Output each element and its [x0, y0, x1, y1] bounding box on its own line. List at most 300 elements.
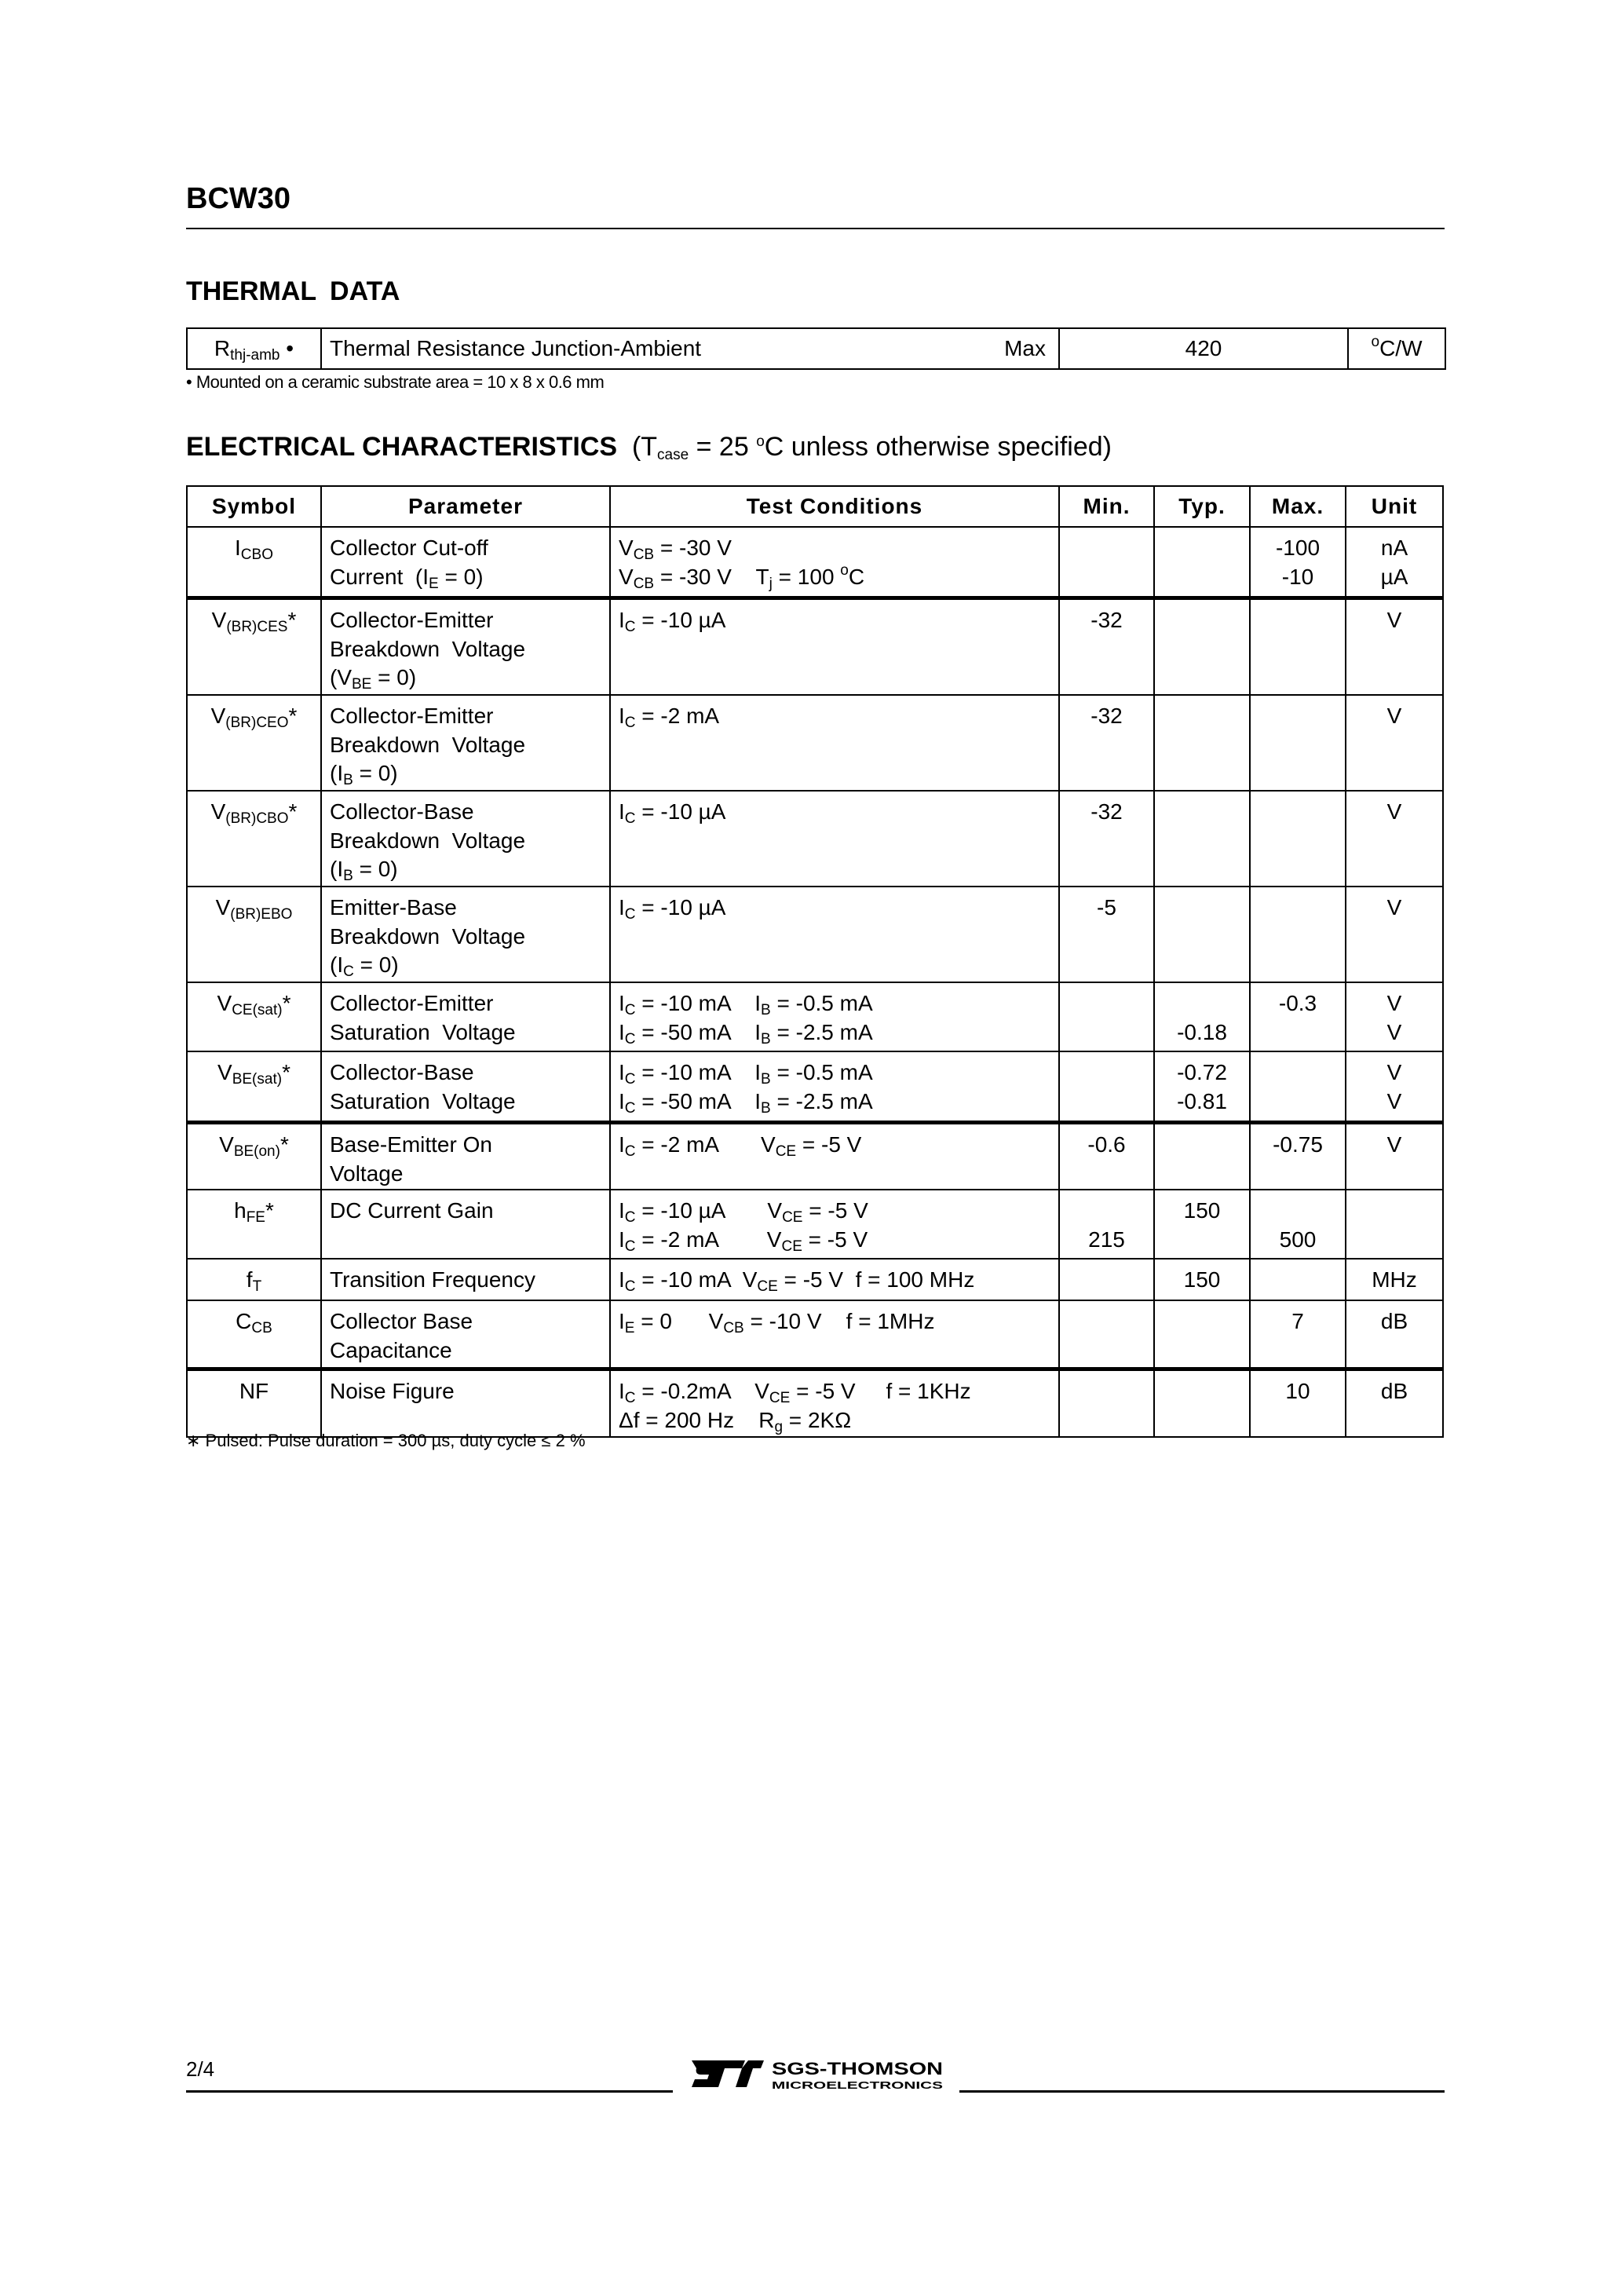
subscript: C	[624, 1238, 636, 1255]
footer-rule-left	[186, 2090, 673, 2093]
st-logo	[687, 2059, 946, 2092]
cell-line: Collector-Emitter	[330, 704, 494, 728]
table-row	[187, 527, 1443, 598]
column-header-min: Min.	[1059, 486, 1154, 527]
table-row	[187, 1051, 1443, 1123]
text-segment: = 0 V	[634, 1309, 724, 1333]
cell-line: -32	[1090, 608, 1123, 632]
min-cell	[1059, 1190, 1154, 1259]
subscript: T	[252, 1278, 262, 1295]
cell-line	[330, 664, 609, 693]
table-row	[187, 887, 1443, 982]
text-segment: = 0)	[353, 952, 399, 978]
subscript: C	[624, 1143, 636, 1160]
cell-line: Breakdown Voltage	[330, 732, 526, 757]
cell-line: V	[1386, 704, 1402, 728]
text-segment: = 100	[772, 564, 841, 589]
cell-line: DC Current Gain	[330, 1198, 494, 1223]
text-segment: I	[619, 1267, 625, 1292]
cell-line	[619, 534, 1058, 563]
min-cell	[1059, 982, 1154, 1051]
cell-line: Breakdown Voltage	[330, 828, 526, 853]
min-cell	[1059, 527, 1154, 598]
subscript: g	[774, 1418, 784, 1435]
unit-cell	[1346, 598, 1443, 696]
text-segment: (I	[330, 761, 344, 786]
unit-cell	[1346, 527, 1443, 598]
pulsed-footnote: ∗ Pulsed: Pulse duration = 300 µs, duty cycle ≤ 2 %	[186, 1431, 586, 1450]
cell-line: Capacitance	[330, 1337, 452, 1362]
symbol-cell	[187, 982, 321, 1051]
text-segment: = -2.5 mA	[770, 1088, 873, 1113]
symbol-cell	[187, 1190, 321, 1259]
subscript: C	[624, 810, 636, 827]
text-segment: h	[234, 1198, 247, 1223]
cell-line: Saturation Voltage	[330, 1088, 516, 1113]
min-cell	[1059, 1259, 1154, 1300]
cell-line: Collector-Emitter	[330, 608, 494, 632]
max-cell	[1250, 1369, 1346, 1438]
column-header-unit: Unit	[1346, 486, 1443, 527]
column-header-parameter: Parameter	[321, 486, 610, 527]
subscript: (BR)CEO	[225, 715, 289, 731]
cell-line: Collector Base	[330, 1309, 473, 1333]
cell-line	[619, 702, 1058, 731]
cell-line: MHz	[1372, 1267, 1417, 1292]
cell-line	[1060, 1197, 1153, 1226]
symbol-cell	[187, 1259, 321, 1300]
cell-line	[619, 1197, 1058, 1226]
cell-line: V	[1386, 991, 1402, 1015]
typ-cell	[1154, 982, 1250, 1051]
conditions-cell	[610, 598, 1059, 696]
superscript: o	[1371, 333, 1380, 350]
cell-line	[330, 563, 609, 592]
cell-line	[188, 702, 320, 731]
subscript: C	[624, 1390, 636, 1406]
cell-line: V	[1386, 1132, 1402, 1157]
parameter-cell	[321, 1300, 610, 1369]
cell-line: V	[1386, 1019, 1402, 1044]
subscript: B	[761, 1099, 771, 1117]
text-segment: Δf = 200 Hz R	[619, 1407, 775, 1432]
parameter-cell	[321, 982, 610, 1051]
text-segment: = -5 V	[802, 1198, 868, 1223]
subscript: E	[429, 575, 439, 592]
cell-line: nA	[1380, 536, 1408, 560]
subscript: BE	[352, 676, 372, 693]
cell-line: Collector-Base	[330, 799, 474, 824]
cell-line: 150	[1183, 1198, 1221, 1223]
min-cell	[1059, 1369, 1154, 1438]
unit-cell	[1346, 1259, 1443, 1300]
text-segment: I	[619, 1227, 625, 1252]
text-segment: V	[219, 1132, 234, 1157]
subscript: CE	[775, 1143, 797, 1160]
footer-rule-right	[959, 2090, 1445, 2093]
cell-line: -0.6	[1087, 1132, 1126, 1157]
subscript: CBO	[240, 547, 273, 563]
cell-line	[619, 1307, 1058, 1336]
max-cell	[1250, 598, 1346, 696]
text-segment: V	[217, 1060, 232, 1084]
subscript: E	[624, 1320, 635, 1336]
min-cell	[1059, 1051, 1154, 1123]
cell-line	[619, 563, 1058, 592]
subscript: (BR)CBO	[225, 810, 289, 827]
superscript: o	[756, 433, 765, 450]
cell-line: Voltage	[330, 1161, 404, 1186]
subscript: C	[624, 1002, 636, 1018]
unit-cell	[1346, 1369, 1443, 1438]
subscript: C	[624, 715, 636, 731]
parameter-cell	[321, 1123, 610, 1190]
cell-line: V	[1386, 1088, 1402, 1113]
conditions-cell	[610, 1259, 1059, 1300]
cell-line	[619, 1088, 1058, 1117]
text-segment: = 0)	[371, 665, 417, 690]
text-segment: (V	[330, 665, 352, 690]
subscript: CB	[723, 1320, 744, 1336]
text-segment: V	[211, 608, 227, 632]
cell-line	[188, 534, 320, 563]
text-segment: I	[619, 991, 625, 1015]
cell-line	[619, 1377, 1058, 1406]
subscript: case	[657, 447, 689, 463]
subscript: B	[761, 1030, 771, 1047]
text-segment: V	[210, 704, 226, 728]
cell-line	[188, 1307, 320, 1336]
subscript: CE(sat)	[232, 1002, 283, 1018]
unit-cell	[1346, 1300, 1443, 1369]
cell-line	[330, 951, 609, 980]
text-segment: C/W	[1379, 335, 1423, 360]
cell-line	[188, 894, 320, 923]
text-segment: = -30 V	[654, 536, 732, 560]
subscript: C	[624, 1099, 636, 1117]
text-segment: = -2 mA V	[635, 1227, 782, 1252]
min-cell	[1059, 791, 1154, 887]
parameter-cell	[321, 598, 610, 696]
svg-text:SGS-THOMSON: SGS-THOMSON	[772, 2059, 943, 2078]
subscript: B	[343, 868, 353, 885]
text-segment: = -10 V f = 1MHz	[743, 1309, 935, 1333]
thermal-value: 420	[1059, 328, 1348, 369]
subscript: C	[624, 906, 636, 923]
text-segment: = -10 mA V	[635, 1267, 758, 1292]
thermal-symbol	[187, 328, 321, 369]
typ-cell	[1154, 695, 1250, 791]
typ-cell	[1154, 527, 1250, 598]
text-segment: V	[619, 564, 634, 589]
text-segment: V	[619, 536, 634, 560]
subscript: (BR)EBO	[230, 906, 293, 923]
symbol-cell	[187, 1369, 321, 1438]
text-segment: = -5 V	[802, 1227, 868, 1252]
thermal-unit	[1348, 328, 1445, 369]
table-row	[187, 598, 1443, 696]
text-segment: C unless otherwise specified)	[764, 432, 1112, 462]
subscript: j	[769, 575, 773, 592]
parameter-cell	[321, 1369, 610, 1438]
cell-line	[619, 1018, 1058, 1047]
subscript: CE	[781, 1238, 802, 1255]
text-segment: = -30 V T	[654, 564, 769, 589]
text-segment: I	[619, 1019, 625, 1044]
cell-line: -0.75	[1273, 1132, 1323, 1157]
text-segment: = 0)	[353, 761, 398, 786]
cell-line: Collector-Base	[330, 1060, 474, 1084]
cell-line: µA	[1380, 564, 1408, 589]
text-segment: (I	[330, 952, 344, 978]
cell-line: -0.72	[1177, 1060, 1227, 1084]
thermal-data-table	[186, 327, 1446, 370]
cell-line: -0.81	[1177, 1088, 1227, 1113]
subscript: CB	[633, 547, 655, 563]
text-segment: = -10 µA V	[635, 1198, 783, 1223]
text-segment: (T	[617, 432, 658, 462]
cell-line	[330, 759, 609, 788]
text-segment: *	[287, 608, 297, 632]
unit-cell	[1346, 1190, 1443, 1259]
text-segment: = 2KΩ	[783, 1407, 852, 1432]
cell-line: Base-Emitter On	[330, 1132, 492, 1157]
table-row	[187, 1300, 1443, 1369]
typ-cell	[1154, 1190, 1250, 1259]
typ-cell	[1154, 1369, 1250, 1438]
cell-line	[619, 1406, 1058, 1435]
subscript: FE	[246, 1209, 265, 1226]
text-segment: *	[282, 1060, 290, 1084]
text-segment: = 25	[689, 432, 757, 462]
text-segment: *	[265, 1198, 274, 1223]
electrical-characteristics-heading	[186, 432, 1112, 462]
column-header-test-conditions: Test Conditions	[610, 486, 1059, 527]
text-segment: = -0.5 mA	[770, 991, 873, 1015]
typ-cell	[1154, 1051, 1250, 1123]
typ-cell	[1154, 1123, 1250, 1190]
page-number: 2/4	[186, 2057, 215, 2081]
cell-line: -32	[1090, 799, 1123, 824]
cell-line	[188, 1266, 320, 1295]
conditions-cell	[610, 982, 1059, 1051]
cell-line: 215	[1088, 1227, 1125, 1252]
cell-line: -0.3	[1278, 991, 1317, 1015]
conditions-cell	[610, 695, 1059, 791]
cell-line: -5	[1097, 895, 1116, 919]
cell-line	[188, 1058, 320, 1088]
cell-line	[188, 1197, 320, 1226]
symbol-cell	[187, 887, 321, 982]
text-segment: = -10 mA I	[635, 991, 762, 1015]
electrical-characteristics-table	[186, 485, 1444, 1438]
header-rule	[186, 228, 1445, 229]
subscript: (BR)CES	[226, 619, 288, 635]
conditions-cell	[610, 791, 1059, 887]
cell-line: -100	[1275, 536, 1321, 560]
subscript: CE	[782, 1209, 803, 1226]
cell-line: NF	[239, 1379, 269, 1403]
text-segment: *	[282, 991, 291, 1015]
min-cell	[1059, 887, 1154, 982]
table-row	[187, 1369, 1443, 1438]
text-segment: C	[848, 564, 865, 589]
table-row	[187, 1190, 1443, 1259]
cell-line	[619, 1131, 1058, 1160]
cell-line	[1251, 1197, 1345, 1226]
max-cell	[1250, 695, 1346, 791]
cell-line	[330, 855, 609, 884]
max-cell	[1250, 982, 1346, 1051]
subscript: C	[624, 1030, 636, 1047]
text-segment: I	[619, 1060, 625, 1084]
text-segment: I	[619, 799, 625, 824]
subscript: B	[343, 772, 353, 789]
text-segment: = -10 µA	[635, 799, 726, 824]
parameter-cell	[321, 1190, 610, 1259]
parameter-cell	[321, 1259, 610, 1300]
conditions-cell	[610, 1300, 1059, 1369]
conditions-cell	[610, 527, 1059, 598]
subscript: BE(on)	[233, 1143, 280, 1160]
subscript: C	[624, 1209, 636, 1226]
cell-line: dB	[1380, 1379, 1408, 1403]
cell-line: V	[1386, 608, 1402, 632]
cell-line: V	[1386, 1060, 1402, 1084]
subscript: C	[624, 619, 636, 635]
symbol-cell	[187, 527, 321, 598]
cell-line	[619, 1266, 1058, 1295]
thermal-parameter-cell	[321, 328, 1059, 369]
cell-line	[188, 1131, 320, 1160]
typ-cell	[1154, 1300, 1250, 1369]
conditions-cell	[610, 1123, 1059, 1190]
column-header-symbol: Symbol	[187, 486, 321, 527]
thermal-row	[187, 328, 1445, 369]
text-segment: = -10 µA	[635, 608, 726, 632]
cell-line: V	[1386, 895, 1402, 919]
text-segment: = -5 V f = 1KHz	[790, 1379, 971, 1403]
subscript: B	[761, 1071, 771, 1088]
text-segment: = -0.5 mA	[770, 1060, 873, 1084]
superscript: o	[840, 561, 849, 579]
max-cell	[1250, 527, 1346, 598]
subscript: CE	[757, 1278, 778, 1295]
unit-cell	[1346, 1051, 1443, 1123]
cell-line	[619, 894, 1058, 923]
cell-line	[619, 989, 1058, 1018]
cell-line: -10	[1281, 564, 1314, 589]
cell-line	[1155, 989, 1249, 1018]
text-segment: = -2 mA	[635, 704, 720, 728]
subscript: BE(sat)	[232, 1071, 283, 1088]
conditions-cell	[610, 887, 1059, 982]
text-segment: (I	[330, 857, 344, 882]
text-segment: *	[288, 799, 298, 824]
table-row	[187, 1123, 1443, 1190]
symbol-cell	[187, 791, 321, 887]
max-cell	[1250, 791, 1346, 887]
table-header-row	[187, 486, 1443, 527]
cell-line: V	[1386, 799, 1402, 824]
text-segment: C	[236, 1309, 252, 1333]
typ-cell	[1154, 791, 1250, 887]
cell-line: Breakdown Voltage	[330, 923, 526, 949]
cell-line	[619, 798, 1058, 827]
cell-line	[188, 989, 320, 1018]
thermal-data-heading: THERMAL DATA	[186, 276, 400, 306]
typ-cell	[1154, 598, 1250, 696]
text-segment: I	[619, 1198, 625, 1223]
text-segment: = -50 mA I	[635, 1019, 762, 1044]
max-cell	[1250, 1051, 1346, 1123]
min-cell	[1059, 598, 1154, 696]
cell-line: -32	[1090, 704, 1123, 728]
parameter-cell	[321, 791, 610, 887]
symbol-cell	[187, 1051, 321, 1123]
text-segment: I	[619, 704, 625, 728]
text-segment: = 0)	[438, 564, 484, 589]
text-segment: = -2 mA V	[635, 1132, 776, 1157]
text-segment: = -5 V	[796, 1132, 862, 1157]
cell-line	[619, 606, 1058, 635]
svg-text:MICROELECTRONICS: MICROELECTRONICS	[772, 2079, 944, 2091]
document-title: BCW30	[186, 182, 291, 215]
typ-cell	[1154, 1259, 1250, 1300]
text-segment: V	[210, 799, 226, 824]
min-cell	[1059, 695, 1154, 791]
cell-line	[619, 1226, 1058, 1255]
text-segment: f	[246, 1267, 253, 1292]
text-segment: = -50 mA I	[635, 1088, 762, 1113]
text-segment: I	[619, 1088, 625, 1113]
unit-cell	[1346, 982, 1443, 1051]
text-segment: V	[217, 991, 232, 1015]
max-cell	[1250, 887, 1346, 982]
table-row	[187, 695, 1443, 791]
subscript: C	[343, 963, 354, 981]
min-cell	[1059, 1123, 1154, 1190]
unit-cell	[1346, 791, 1443, 887]
cell-line: dB	[1380, 1309, 1408, 1333]
max-cell	[1250, 1190, 1346, 1259]
parameter-cell	[321, 527, 610, 598]
parameter-cell	[321, 887, 610, 982]
text-segment: Current (I	[330, 564, 429, 589]
thermal-qualifier: Max	[1004, 335, 1046, 360]
cell-line: Transition Frequency	[330, 1267, 535, 1292]
cell-line: Emitter-Base	[330, 895, 457, 919]
subscript: thj-amb	[230, 346, 280, 364]
text-segment: I	[619, 1309, 625, 1333]
cell-line: Noise Figure	[330, 1379, 455, 1403]
text-segment: I	[235, 536, 241, 560]
electrical-heading-title: ELECTRICAL CHARACTERISTICS	[186, 432, 618, 462]
thermal-footnote: • Mounted on a ceramic substrate area = 10 x 8 x 0.6 mm	[186, 372, 605, 392]
min-cell	[1059, 1300, 1154, 1369]
cell-line: Breakdown Voltage	[330, 636, 526, 661]
text-segment: = 0)	[353, 857, 398, 882]
cell-line: 7	[1291, 1309, 1304, 1333]
subscript: C	[624, 1071, 636, 1088]
conditions-cell	[610, 1051, 1059, 1123]
unit-cell	[1346, 1123, 1443, 1190]
subscript: CE	[769, 1390, 791, 1406]
text-segment: I	[619, 1379, 625, 1403]
text-segment: I	[619, 895, 625, 919]
parameter-cell	[321, 1051, 610, 1123]
parameter-cell	[321, 695, 610, 791]
